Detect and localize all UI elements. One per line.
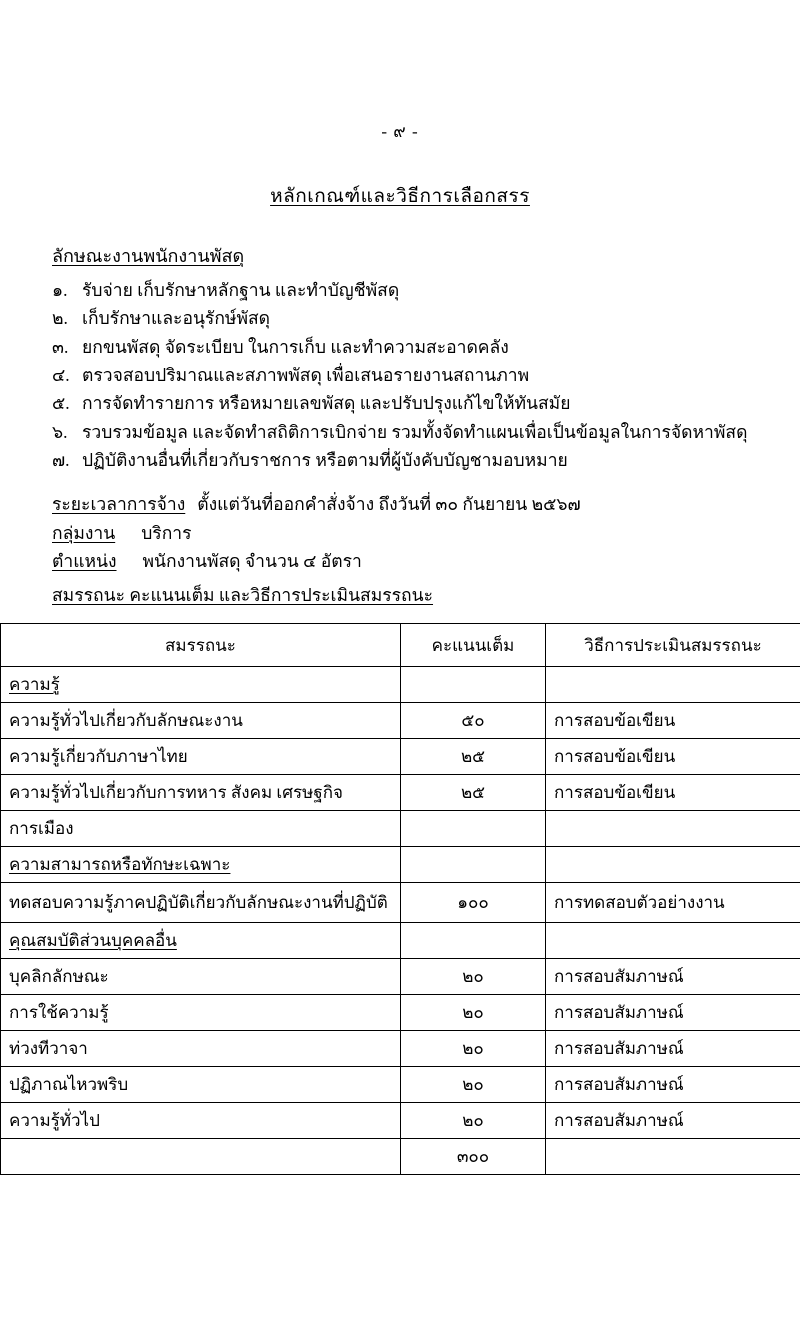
column-header-method: วิธีการประเมินสมรรถนะ — [546, 624, 800, 667]
list-item — [52, 276, 748, 304]
info-row-group — [52, 519, 748, 547]
list-item-text: ยกขนพัสดุ จัดระเบียบ ในการเก็บ และทำความสะอาดคลัง — [82, 333, 748, 361]
cell-competency: ท่วงทีวาจา — [1, 1031, 401, 1067]
list-item — [52, 361, 748, 389]
group-label: คุณสมบัติส่วนบุคคลอื่น — [9, 931, 177, 950]
cell-score: ๒๕ — [401, 739, 546, 775]
cell-score: ๒๕ — [401, 775, 546, 811]
cell-competency: การเมือง — [1, 811, 401, 847]
column-header-score: คะแนนเต็ม — [401, 624, 546, 667]
cell-score: ๒๐ — [401, 1067, 546, 1103]
info-row-position — [52, 547, 748, 575]
cell-method — [546, 667, 800, 703]
table-row — [1, 1103, 800, 1139]
cell-empty — [546, 1139, 800, 1175]
list-item-number: ๖. — [52, 418, 82, 446]
table-row — [1, 775, 800, 811]
duties-heading: ลักษณะงานพนักงานพัสดุ — [52, 241, 244, 270]
list-item — [52, 446, 748, 474]
list-item-number: ๔. — [52, 361, 82, 389]
table-row — [1, 959, 800, 995]
cell-method: การสอบข้อเขียน — [546, 775, 800, 811]
cell-score: ๒๐ — [401, 959, 546, 995]
list-item-text: ปฏิบัติงานอื่นที่เกี่ยวกับราชการ หรือตามที่ผู้บังคับบัญชามอบหมาย — [82, 446, 748, 474]
document-body — [52, 211, 748, 609]
table-row — [1, 923, 800, 959]
table-heading: สมรรถนะ คะแนนเต็ม และวิธีการประเมินสมรรถนะ — [52, 581, 433, 609]
cell-method: การสอบสัมภาษณ์ — [546, 1067, 800, 1103]
table-total-row — [1, 1139, 800, 1175]
list-item-text: รวบรวมข้อมูล และจัดทำสถิติการเบิกจ่าย รวมทั้งจัดทำแผนเพื่อเป็นข้อมูลในการจัดหาพัสดุ — [82, 418, 748, 446]
info-row-duration — [52, 490, 748, 518]
info-value: บริการ — [141, 519, 191, 547]
table-row — [1, 739, 800, 775]
list-item-text: ตรวจสอบปริมาณและสภาพพัสดุ เพื่อเสนอรายงานสถานภาพ — [82, 361, 748, 389]
cell-competency — [1, 923, 401, 959]
cell-method: การทดสอบตัวอย่างงาน — [546, 883, 800, 923]
table-row — [1, 1067, 800, 1103]
employment-info — [52, 490, 748, 575]
list-item — [52, 389, 748, 417]
cell-score — [401, 923, 546, 959]
cell-competency: ความรู้ทั่วไปเกี่ยวกับการทหาร สังคม เศรษฐกิจ — [1, 775, 401, 811]
info-label: ระยะเวลาการจ้าง — [52, 490, 185, 518]
cell-score: ๑๐๐ — [401, 883, 546, 923]
page-number: - ๙ - — [0, 118, 800, 145]
group-label: ความรู้ — [9, 675, 60, 694]
cell-score — [401, 847, 546, 883]
duties-list — [52, 276, 748, 474]
table-row — [1, 883, 800, 923]
cell-competency: ปฏิภาณไหวพริบ — [1, 1067, 401, 1103]
page-title: หลักเกณฑ์และวิธีการเลือกสรร — [0, 181, 800, 211]
cell-method: การสอบข้อเขียน — [546, 739, 800, 775]
cell-empty — [1, 1139, 401, 1175]
document-page — [0, 118, 800, 1335]
group-label: ความสามารถหรือทักษะเฉพาะ — [9, 855, 230, 874]
cell-competency: ความรู้ทั่วไปเกี่ยวกับลักษณะงาน — [1, 703, 401, 739]
cell-method: การสอบสัมภาษณ์ — [546, 1031, 800, 1067]
info-value: พนักงานพัสดุ จำนวน ๔ อัตรา — [143, 547, 362, 575]
assessment-table — [0, 623, 800, 1175]
cell-method — [546, 811, 800, 847]
info-value: ตั้งแต่วันที่ออกคำสั่งจ้าง ถึงวันที่ ๓๐ กันยายน ๒๕๖๗ — [197, 490, 580, 518]
cell-method — [546, 847, 800, 883]
cell-score: ๒๐ — [401, 1031, 546, 1067]
column-header-competency: สมรรถนะ — [1, 624, 401, 667]
list-item-number: ๓. — [52, 333, 82, 361]
list-item-text: การจัดทำรายการ หรือหมายเลขพัสดุ และปรับปรุงแก้ไขให้ทันสมัย — [82, 389, 748, 417]
table-row — [1, 703, 800, 739]
cell-competency: ความรู้ทั่วไป — [1, 1103, 401, 1139]
cell-competency: ความรู้เกี่ยวกับภาษาไทย — [1, 739, 401, 775]
list-item-number: ๑. — [52, 276, 82, 304]
list-item-text: เก็บรักษาและอนุรักษ์พัสดุ — [82, 304, 748, 332]
table-header-row — [1, 624, 800, 667]
cell-score — [401, 811, 546, 847]
cell-score: ๒๐ — [401, 995, 546, 1031]
cell-competency: การใช้ความรู้ — [1, 995, 401, 1031]
cell-method: การสอบสัมภาษณ์ — [546, 1103, 800, 1139]
cell-method: การสอบสัมภาษณ์ — [546, 995, 800, 1031]
cell-method: การสอบสัมภาษณ์ — [546, 959, 800, 995]
table-row — [1, 995, 800, 1031]
list-item — [52, 304, 748, 332]
list-item-number: ๕. — [52, 389, 82, 417]
cell-total-score: ๓๐๐ — [401, 1139, 546, 1175]
list-item-text: รับจ่าย เก็บรักษาหลักฐาน และทำบัญชีพัสดุ — [82, 276, 748, 304]
cell-score: ๒๐ — [401, 1103, 546, 1139]
cell-competency: ทดสอบความรู้ภาคปฏิบัติเกี่ยวกับลักษณะงานที่ปฏิบัติ — [1, 883, 401, 923]
info-label: กลุ่มงาน — [52, 519, 115, 547]
cell-score: ๕๐ — [401, 703, 546, 739]
list-item — [52, 333, 748, 361]
cell-competency — [1, 667, 401, 703]
cell-method: การสอบข้อเขียน — [546, 703, 800, 739]
cell-method — [546, 923, 800, 959]
table-row — [1, 811, 800, 847]
list-item — [52, 418, 748, 446]
cell-competency: บุคลิกลักษณะ — [1, 959, 401, 995]
info-label: ตำแหน่ง — [52, 547, 117, 575]
table-row — [1, 847, 800, 883]
table-row — [1, 1031, 800, 1067]
table-row — [1, 667, 800, 703]
list-item-number: ๗. — [52, 446, 82, 474]
cell-score — [401, 667, 546, 703]
list-item-number: ๒. — [52, 304, 82, 332]
cell-competency — [1, 847, 401, 883]
